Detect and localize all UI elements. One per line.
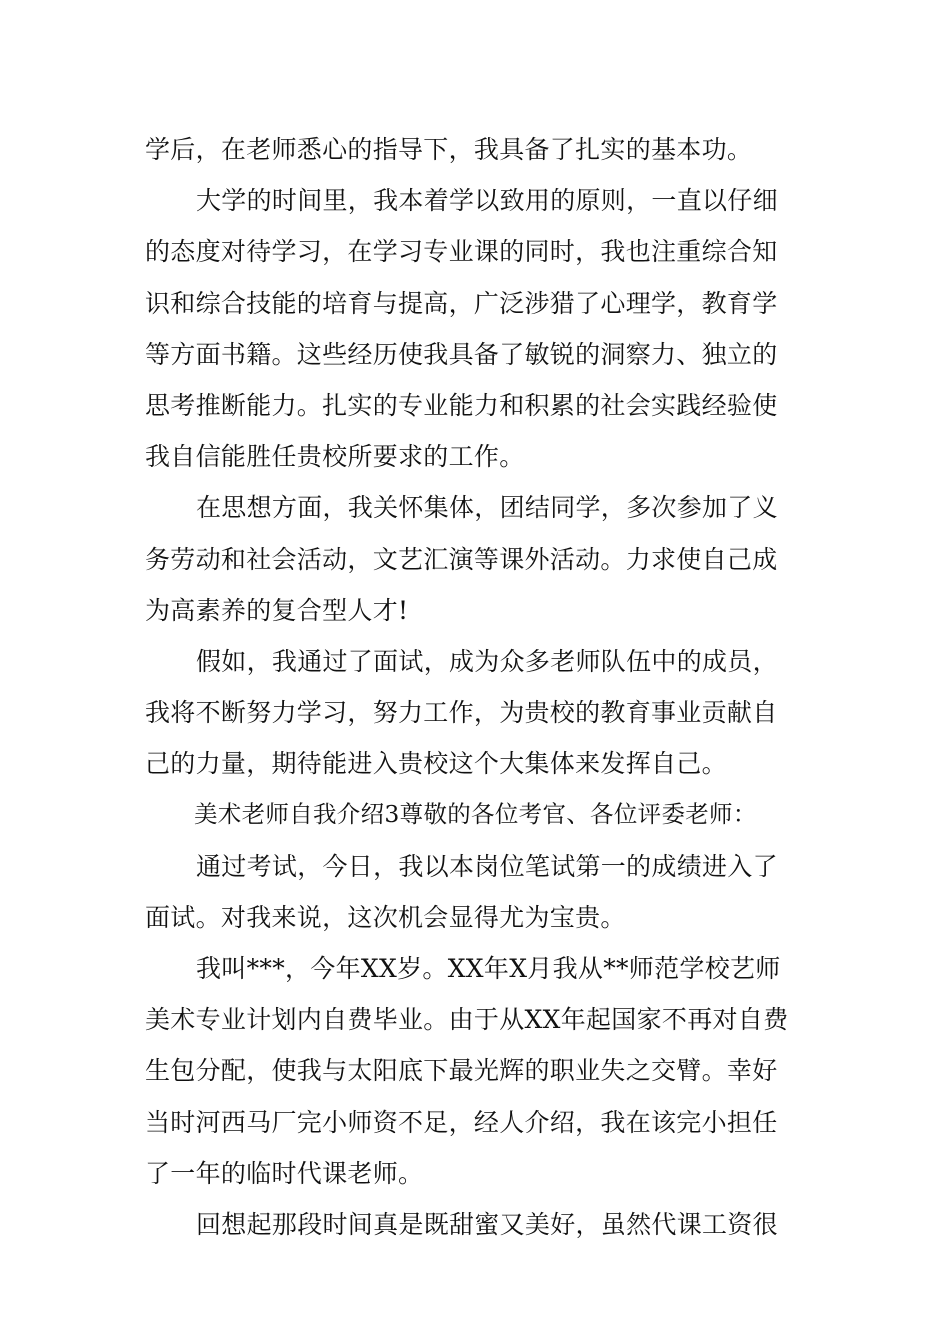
paragraph-first-line: 回想起那段时间真是既甜蜜又美好，虽然代课工资很 bbox=[196, 1209, 778, 1239]
text-line: 美术专业计划内自费毕业。由于从XX年起国家不再对自费 bbox=[145, 1005, 789, 1035]
paragraph-first-line: 通过考试，今日，我以本岗位笔试第一的成绩进入了 bbox=[196, 851, 778, 881]
text-line: 生包分配，使我与太阳底下最光辉的职业失之交臂。幸好 bbox=[145, 1056, 778, 1086]
text-line: 我自信能胜任贵校所要求的工作。 bbox=[145, 442, 525, 472]
text-line: 面试。对我来说，这次机会显得尤为宝贵。 bbox=[145, 902, 626, 932]
text-line: 当时河西马厂完小师资不足，经人介绍，我在该完小担任 bbox=[145, 1107, 778, 1137]
text-line: 我将不断努力学习，努力工作，为贵校的教育事业贡献自 bbox=[145, 698, 778, 728]
paragraph-first-line: 我叫***，今年XX岁。XX年X月我从**师范学校艺师 bbox=[196, 954, 781, 983]
text-line: 为高素养的复合型人才! bbox=[145, 595, 409, 625]
text-line: 思考推断能力。扎实的专业能力和积累的社会实践经验使 bbox=[145, 390, 778, 420]
paragraph-first-line: 在思想方面，我关怀集体，团结同学，多次参加了义 bbox=[196, 493, 778, 523]
text-line: 等方面书籍。这些经历使我具备了敏锐的洞察力、独立的 bbox=[145, 339, 778, 369]
text-line: 的态度对待学习，在学习专业课的同时，我也注重综合知 bbox=[145, 237, 778, 267]
text-line: 己的力量，期待能进入贵校这个大集体来发挥自己。 bbox=[145, 749, 727, 779]
document-body bbox=[145, 124, 810, 1250]
paragraph-first-line: 假如，我通过了面试，成为众多老师队伍中的成员， bbox=[196, 646, 778, 676]
text-line: 学后，在老师悉心的指导下，我具备了扎实的基本功。 bbox=[145, 135, 753, 164]
text-line: 了一年的临时代课老师。 bbox=[145, 1158, 424, 1188]
paragraph-first-line: 大学的时间里，我本着学以致用的原则，一直以仔细 bbox=[196, 186, 778, 216]
text-line: 识和综合技能的培育与提高，广泛涉猎了心理学，教育学 bbox=[145, 288, 778, 318]
section-heading: 美术老师自我介绍3尊敬的各位考官、各位评委老师： bbox=[194, 800, 757, 829]
text-line: 务劳动和社会活动，文艺汇演等课外活动。力求使自己成 bbox=[145, 544, 778, 574]
